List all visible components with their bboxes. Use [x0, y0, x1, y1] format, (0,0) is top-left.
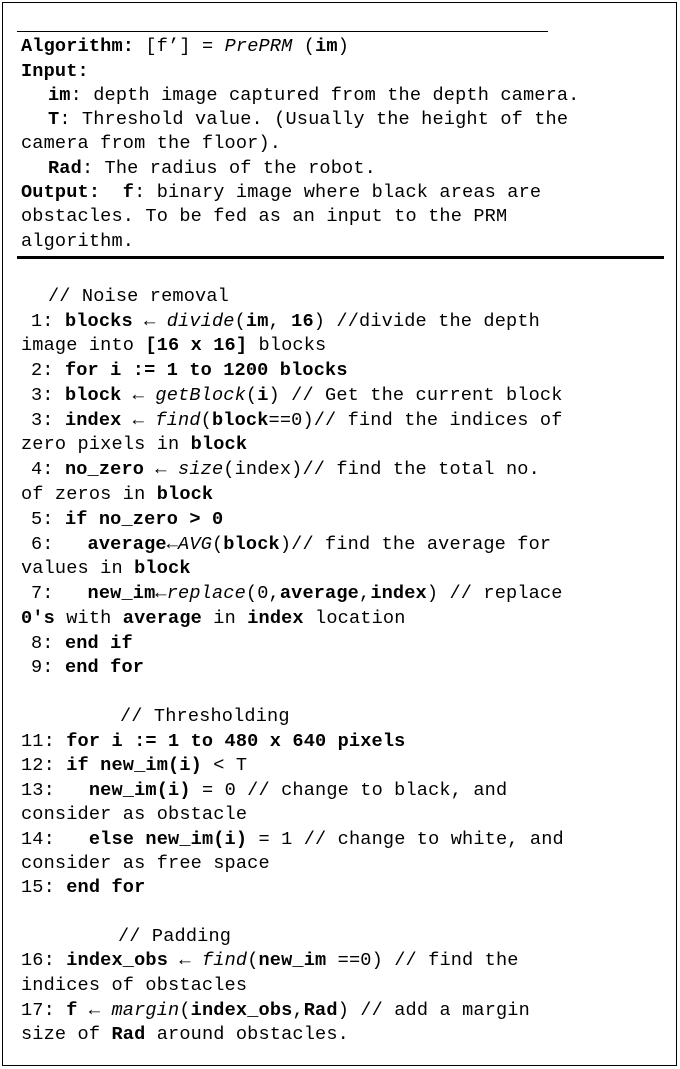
- code-line-1-cont: image into [16 x 16] blocks: [21, 335, 327, 356]
- comment-thresholding: // Thresholding: [120, 706, 290, 727]
- code-line-13: 13: new_im(i) = 0 // change to black, and: [21, 780, 508, 801]
- output-line-2: obstacles. To be fed as an input to the PRM: [21, 206, 508, 227]
- code-line-14: 14: else new_im(i) = 1 // change to white, and: [21, 829, 564, 850]
- code-line-2: 2: for i := 1 to 1200 blocks: [31, 360, 348, 381]
- code-line-16-cont: indices of obstacles: [21, 975, 248, 996]
- comment-padding: // Padding: [118, 926, 232, 947]
- code-line-1: 1: blocks ← divide(im, 16) //divide the depth: [31, 311, 540, 332]
- code-line-12: 12: if new_im(i) < T: [21, 755, 248, 776]
- code-line-3: 3: block ← getBlock(i) // Get the current block: [31, 385, 563, 406]
- comment-noise-removal: // Noise removal: [48, 286, 229, 307]
- input-rad: Rad: The radius of the robot.: [48, 158, 376, 179]
- code-line-16: 16: index_obs ← find(new_im ==0) // find the: [21, 950, 519, 971]
- input-threshold-cont: camera from the floor).: [21, 133, 282, 154]
- code-line-4: 4: no_zero ← size(index)// find the total no.: [31, 459, 540, 480]
- code-line-13-cont: consider as obstacle: [21, 804, 248, 825]
- code-line-6-cont: values in block: [21, 558, 191, 579]
- code-line-17-cont: size of Rad around obstacles.: [21, 1024, 349, 1045]
- algorithm-signature: Algorithm: [f’] = PrePRM (im): [21, 36, 349, 57]
- code-line-7: 7: new_im←replace(0,average,index) // replace: [31, 583, 563, 604]
- output-line-3: algorithm.: [21, 231, 135, 252]
- code-line-15: 15: end for: [21, 877, 146, 898]
- code-line-6: 6: average←AVG(block)// find the average for: [31, 534, 552, 555]
- code-line-8: 8: end if: [31, 633, 133, 654]
- input-label: Input:: [21, 61, 89, 82]
- code-line-14-cont: consider as free space: [21, 853, 270, 874]
- code-line-7-cont: 0's with average in index location: [21, 608, 406, 629]
- code-line-9: 9: end for: [31, 657, 145, 678]
- code-line-5: 5: if no_zero > 0: [31, 509, 224, 530]
- code-line-3-index: 3: index ← find(block==0)// find the indices of: [31, 410, 563, 431]
- code-line-3-index-cont: zero pixels in block: [21, 434, 248, 455]
- code-line-4-cont: of zeros in block: [21, 484, 214, 505]
- code-line-11: 11: for i := 1 to 480 x 640 pixels: [21, 731, 406, 752]
- input-threshold: T: Threshold value. (Usually the height of the: [48, 109, 569, 130]
- input-im: im: depth image captured from the depth camera.: [48, 85, 580, 106]
- top-rule: [17, 31, 548, 32]
- output-line: Output: f: binary image where black areas are: [21, 182, 542, 203]
- header-divider: [17, 256, 664, 259]
- code-line-17: 17: f ← margin(index_obs,Rad) // add a margin: [21, 1000, 530, 1021]
